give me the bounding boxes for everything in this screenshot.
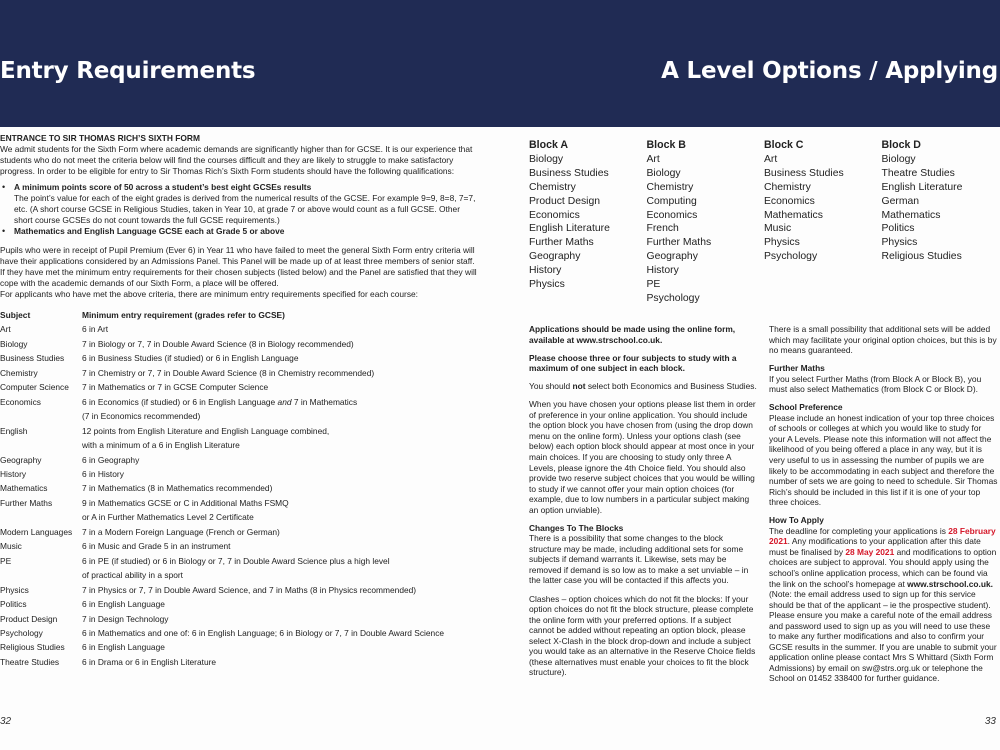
block-subject: Psychology [646, 292, 700, 304]
requirement-cell: 6 in Mathematics and one of: 6 in English Language; 6 in Biology or 7, 7 in Double Award Science [82, 627, 445, 638]
subject-cell: Product Design [0, 613, 58, 624]
block-subject: Product Design [529, 195, 601, 207]
block-subject: Music [764, 223, 792, 235]
table-row [0, 409, 480, 423]
requirement-cell: 6 in PE (if studied) or 6 in Biology or 7, 7 in Double Award Science plus a high level [82, 555, 390, 566]
table-row [0, 539, 480, 553]
requirement-cell: (7 in Economics recommended) [82, 411, 201, 422]
table-row [0, 510, 480, 524]
requirement-cell: 6 in Drama or 6 in English Literature [82, 656, 217, 667]
note-emphasis: not [572, 381, 586, 392]
block-subject: Physics [764, 237, 800, 249]
block-subject: Physics [529, 279, 565, 291]
criteria-title: A minimum points score of 50 across a student’s best eight GCSEs results [14, 182, 312, 192]
changes-text: There is a possibility that some changes to the block structure may be made, including additional sets for some subjects if demand warrants it. Likewise, sets may be removed if demand is so low as to make a set unviable – in the latter case you will be contacted if this affects you. [529, 533, 749, 586]
table-row [0, 655, 480, 669]
block-subject: Economics [764, 195, 815, 207]
how-to-apply-section [769, 515, 998, 684]
subject-cell: Psychology [0, 627, 43, 638]
requirement-cell: with a minimum of a 6 in English Literature [82, 440, 240, 451]
school-preference-section [769, 402, 998, 507]
applying-column-right [769, 324, 998, 692]
how-to-apply-text: and modifications to option choices are subject to approval. You should apply using the school’s online application process, which can be found via the link on the school’s homepage at [769, 546, 997, 589]
note-text: You should [529, 381, 573, 392]
block-subject: Biology [881, 153, 916, 165]
block-subject: Economics [646, 209, 698, 221]
requirement-cell: 7 in Chemistry or 7, 7 in Double Award Science (8 in Chemistry recommended) [82, 367, 375, 378]
requirement-cell: 12 points from English Literature and English Language combined, [82, 425, 330, 436]
subject-cell: Music [0, 541, 22, 552]
criteria-item [14, 226, 480, 237]
subject-cell: Politics [0, 599, 27, 610]
block-subject: Chemistry [764, 181, 811, 193]
requirement-cell: 6 in Geography [82, 454, 140, 465]
requirement-cell: 7 in Physics or 7, 7 in Double Award Science, and 7 in Maths (8 in Physics recommended) [82, 584, 417, 595]
final-date: 28 May 2021 [845, 546, 895, 557]
block-subject: German [881, 195, 920, 207]
option-block [529, 139, 647, 306]
pupil-premium-paragraph: Pupils who were in receipt of Pupil Premium (Ever 6) in Year 11 who have failed to meet the general Sixth Form entry criteria will have their applications considered by an Admissions Panel. This Panel will be made up of at least three members of senior staff. If they have met the minimum entry requirements for their chosen subjects (listed below) and the Panel are satisfied that they will cope with the academic demands of our Sixth Form, a place will be offered. [0, 245, 477, 288]
table-row [0, 380, 480, 394]
block-subject: Theatre Studies [881, 167, 955, 179]
block-subject: PE [646, 279, 661, 291]
criteria-item [14, 182, 480, 226]
subject-cell: Computer Science [0, 382, 69, 393]
requirement-cell: or A in Further Mathematics Level 2 Certificate [82, 512, 254, 523]
applying-column [529, 324, 758, 685]
table-row [0, 481, 480, 495]
clashes-paragraph: Clashes – option choices which do not fit the blocks: If your option choices do not fit the block structure, please complete the online form with your preferred options. If a subject cannot be added without repeating an option block, please select X-Clash in the block drop-down and include a subject you would take as an alternative in the Reserve Choice fields (these alternatives must enable your choices to fit the block structure). [529, 593, 756, 678]
page-number-right: 33 [984, 716, 996, 727]
block-subject: Geography [529, 251, 581, 263]
subject-cell: Business Studies [0, 353, 65, 364]
requirement-cell: 6 in Art [82, 324, 109, 335]
subject-cell: PE [0, 555, 12, 566]
block-subject: Business Studies [529, 167, 609, 179]
table-row [0, 438, 480, 452]
requirement-cell: 6 in Economics (if studied) or 6 in English Language and 7 in Mathematics [82, 396, 358, 407]
requirement-cell: 7 in Mathematics or 7 in GCSE Computer Science [82, 382, 269, 393]
table-row [0, 597, 480, 611]
school-preference-title: School Preference [769, 402, 843, 413]
how-to-apply-text: (Note: the email address used to sign up for this service should be that of the applicant – ie the prospective student). Please ensure you make a careful note of the email address and password used to sign up as you will need to use these to make any further modifications and also to confirm your GCSE results in the summer. If you are unable to submit your application online please contact Mrs S Whittard (Sixth Form Admissions) by email on sw@strs.org.uk or telephone the School on 01452 338400 for further guidance. [769, 589, 997, 684]
choose-subjects-text: Please choose three or four subjects to study with a maximum of one subject in each block. [529, 352, 737, 374]
criteria-title: Mathematics and English Language GCSE each at Grade 5 or above [14, 226, 285, 236]
requirements-table [0, 308, 480, 669]
applicants-paragraph: For applicants who have met the above criteria, there are minimum entry requirements specified for each course: [0, 289, 419, 299]
how-to-apply-title: How To Apply [769, 515, 824, 526]
how-to-apply-text: The deadline for completing your applications is [769, 525, 949, 536]
subject-cell: Theatre Studies [0, 656, 60, 667]
block-subject: English Literature [529, 223, 610, 235]
subject-cell: Modern Languages [0, 526, 73, 537]
subject-cell: Chemistry [0, 367, 38, 378]
subject-cell [0, 438, 82, 452]
requirement-cell: 6 in English Language [82, 599, 165, 610]
block-title: Block D [881, 139, 921, 151]
block-subject: English Literature [881, 181, 963, 193]
table-row [0, 366, 480, 380]
table-row [0, 583, 480, 597]
subject-cell [0, 409, 82, 423]
subject-cell: Further Maths [0, 497, 53, 508]
page-number-left: 32 [0, 716, 12, 727]
subject-cell: Biology [0, 338, 28, 349]
requirement-cell: 9 in Mathematics GCSE or C in Additional Maths FSMQ [82, 497, 289, 508]
option-blocks [529, 139, 999, 306]
subject-cell: Economics [0, 396, 41, 407]
intro-paragraph: We admit students for the Sixth Form where academic demands are significantly higher than for GCSE. It is our experience that students who do not meet the criteria below will find the courses difficult and they are likely to struggle to make satisfactory progress. In order to be eligible for entry to Sir Thomas Rich’s Sixth Form students should have the following qualifications: [0, 144, 473, 176]
block-title: Block C [764, 139, 804, 151]
table-row [0, 568, 480, 582]
table-row [0, 322, 480, 336]
changes-title: Changes To The Blocks [529, 522, 624, 533]
requirement-cell: 6 in Business Studies (if studied) or 6 in English Language [82, 353, 299, 364]
criteria-text: The point’s value for each of the eight grades is derived from the numerical results of the GCSE. For example 9=9, 8=8, 7=7, etc. (A short course GCSE in Religious Studies, taken in Year 10, at grade 7 or above would count as a full GCSE. Other short course GCSEs do not count towards the full GCSE requirements.) [14, 193, 476, 225]
table-row [0, 496, 480, 510]
table-row [0, 640, 480, 654]
subject-cell [0, 568, 82, 582]
table-row [0, 554, 480, 568]
block-subject: Business Studies [764, 167, 844, 179]
website-link[interactable]: www.strschool.co.uk. [907, 578, 993, 589]
option-block [764, 139, 882, 306]
requirement-cell: 7 in Mathematics (8 in Mathematics recommended) [82, 483, 273, 494]
block-subject: French [646, 223, 679, 235]
block-subject: Politics [881, 223, 915, 235]
block-subject: Further Maths [646, 237, 712, 249]
order-paragraph: When you have chosen your options please list them in order of preference in your online application. You should include the option block you have chosen from (using the drop down menu on the online form). Unless your options clash (see below) each option block should appear at most once in your main choices. If you are choosing to study only three A Levels, please ignore the 4th Choice field. You should also provide two reserve subject choices that you would be willing to study if we cannot offer your main option choices (for example, due to low numbers in a particular subject making an option unviable). [529, 399, 756, 515]
entry-requirements-column [0, 133, 480, 669]
requirement-cell: 7 in a Modern Foreign Language (French or German) [82, 526, 280, 537]
subject-cell: Religious Studies [0, 642, 65, 653]
table-row [0, 453, 480, 467]
requirement-cell: 6 in History [82, 468, 124, 479]
requirement-header: Minimum entry requirement (grades refer to GCSE) [82, 310, 285, 320]
block-title: Block A [529, 139, 569, 151]
block-title: Block B [646, 139, 686, 151]
block-subject: History [646, 265, 679, 277]
block-subject: Chemistry [646, 181, 694, 193]
requirement-cell: 6 in Music and Grade 5 in an instrument [82, 541, 231, 552]
table-row [0, 626, 480, 640]
apply-online-text: Applications should be made using the online form, available at www.strschool.co.uk. [529, 324, 736, 345]
block-subject: Computing [646, 195, 697, 207]
left-page-title: Entry Requirements [0, 58, 256, 84]
table-header-row [0, 308, 480, 322]
block-subject: Physics [881, 237, 918, 249]
table-row [0, 467, 480, 481]
block-subject: Art [646, 153, 660, 165]
option-block [882, 139, 1000, 306]
subject-cell: Geography [0, 454, 42, 465]
block-subject: Art [764, 153, 778, 165]
section-heading: ENTRANCE TO SIR THOMAS RICH’S SIXTH FORM [0, 133, 200, 143]
block-subject: Biology [646, 167, 681, 179]
further-maths-section [769, 363, 998, 395]
block-subject: Religious Studies [881, 251, 962, 263]
requirement-cell: 7 in Biology or 7, 7 in Double Award Science (8 in Biology recommended) [82, 338, 354, 349]
subject-cell: History [0, 468, 27, 479]
how-to-apply-text: . Any modifications to your application after this date must be finalised by [769, 536, 981, 557]
further-maths-text: If you select Further Maths (from Block A or Block B), you must also select Mathematics (from Block C or Block D). [769, 373, 982, 395]
table-row [0, 337, 480, 351]
further-maths-title: Further Maths [769, 363, 825, 374]
subject-header: Subject [0, 310, 31, 320]
note-text: select both Economics and Business Studies. [585, 381, 757, 392]
subject-cell: Mathematics [0, 483, 48, 494]
table-row [0, 612, 480, 626]
subject-cell: English [0, 425, 28, 436]
option-block [647, 139, 765, 306]
additional-sets-text: There is a small possibility that additional sets will be added which may facilitate your original option choices, but this is by no means guaranteed. [769, 324, 997, 356]
block-subject: History [529, 265, 562, 277]
changes-section [529, 523, 758, 586]
block-subject: Geography [646, 251, 698, 263]
requirement-cell: 7 in Design Technology [82, 613, 169, 624]
subject-cell: Physics [0, 584, 29, 595]
block-subject: Psychology [764, 251, 818, 263]
right-page-title: A Level Options / Applying [661, 58, 998, 84]
table-row [0, 351, 480, 365]
table-row [0, 395, 480, 409]
school-preference-text: Please include an honest indication of your top three choices of schools or colleges at which you would like to study for your A Levels. Please note this information will not affect the likelihood of you being offered a place in any way, but it is very useful to us in assessing the number of pupils we are likely to be accommodating in each subject and therefore the number of sets we are going to need to schedule. Sir Thomas Rich’s should be included in this list if it is one of your top three choices. [769, 412, 998, 508]
requirement-cell: 6 in English Language [82, 642, 165, 653]
block-subject: Further Maths [529, 237, 594, 249]
criteria-list [0, 182, 480, 237]
block-subject: Economics [529, 209, 580, 221]
subject-cell [0, 510, 82, 524]
block-subject: Mathematics [881, 209, 941, 221]
table-row [0, 424, 480, 438]
table-row [0, 525, 480, 539]
requirement-cell: of practical ability in a sport [82, 570, 184, 581]
block-subject: Mathematics [764, 209, 823, 221]
subject-cell: Art [0, 324, 11, 335]
header-banner [0, 0, 1000, 127]
deadline-date: 28 February 2021 [769, 525, 996, 547]
block-subject: Chemistry [529, 181, 576, 193]
block-subject: Biology [529, 153, 564, 165]
economics-note [529, 381, 758, 392]
